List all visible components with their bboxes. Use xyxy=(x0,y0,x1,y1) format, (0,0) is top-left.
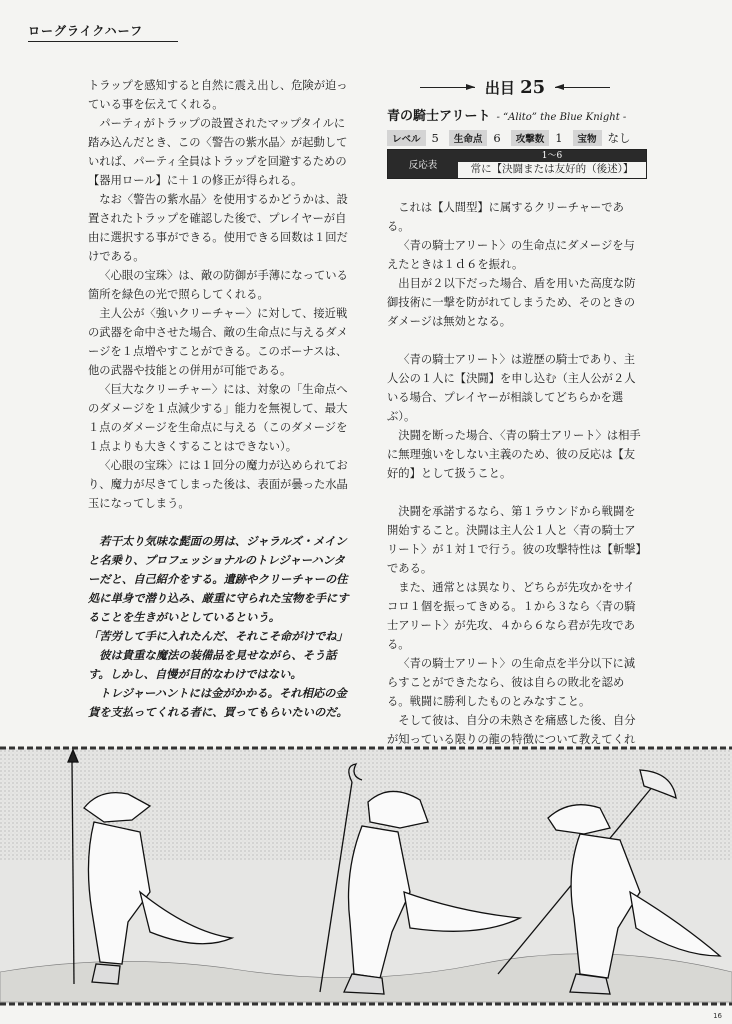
paragraph: 決闘を承諾するなら、第１ラウンドから戦闘を開始すること。決闘は主人公１人と〈青の騎士アリート〉が１対１で行う。彼の攻撃特性は【斬撃】である。 xyxy=(387,505,642,575)
stat-label: 生命点 xyxy=(449,130,488,146)
paragraph: トレジャーハントには金がかかる。それ相応の金貨を支払ってくれる者に、買ってもらいたいのだ。 xyxy=(88,686,348,719)
enemy-name-en: - “Alito” the Blue Knight - xyxy=(496,112,627,123)
stat-value: 6 xyxy=(493,131,501,145)
stat-label: レベル xyxy=(387,130,426,146)
page-number: 16 xyxy=(713,1012,722,1020)
stat-value: 5 xyxy=(431,131,439,145)
encounter-heading xyxy=(420,76,610,98)
enemy-name-jp: 青の騎士アリート xyxy=(387,109,491,124)
paragraph: 彼は貴重な魔法の装備品を見せながら、そう話す。しかし、自慢が目的なわけではない。 xyxy=(88,648,337,681)
rules-text xyxy=(88,76,350,513)
stat-label: 宝物 xyxy=(573,130,602,146)
paragraph: 主人公が〈強いクリーチャー〉に対して、接近戦の武器を命中させた場合、敵の生命点に与えるダメージを１点増やすことができる。このボーナスは、他の武器や技能との併用が可能である。 xyxy=(88,307,348,377)
paragraph: 〈心眼の宝珠〉には１回分の魔力が込められており、魔力が尽きてしまった後は、表面が曇った水晶玉になってしまう。 xyxy=(88,459,348,510)
running-header: ローグライクハーフ xyxy=(28,22,178,42)
encounter-number: 25 xyxy=(520,76,546,98)
paragraph: また、通常とは異なり、どちらが先攻かをサイコロ１個を振ってきめる。１から３なら〈青の騎士アリート〉が先攻、４から６なら君が先攻である。 xyxy=(387,581,636,651)
reaction-result: 常に【決闘または友好的（後述）】 xyxy=(470,163,634,175)
stat-line xyxy=(387,130,641,146)
flavor-text xyxy=(88,532,350,722)
paragraph: 〈巨大なクリーチャー〉には、対象の「生命点へのダメージを１点減少する」能力を無視して、最大１点のダメージを生命点に与える（このダメージを１点よりも大きくすることはできない）。 xyxy=(88,383,348,453)
paragraph: 決闘を断った場合、〈青の騎士アリート〉は相手に無理強いをしない主義のため、彼の反応は【友好的】として扱うこと。 xyxy=(387,429,641,480)
right-column xyxy=(387,198,645,825)
paragraph: 「苦労して手に入れたんだ、それこそ命がけでね」 xyxy=(88,629,348,643)
reaction-table xyxy=(387,149,647,179)
paragraph: 出目が２以下だった場合、盾を用いた高度な防御技術に一撃を防がれてしまうため、そのときのダメージは無効となる。 xyxy=(387,277,636,328)
paragraph: パーティがトラップの設置されたマップタイルに踏み込んだとき、この〈警告の紫水晶〉が起動していれば、パーティ全員はトラップを回避するための【器用ロール】に＋１の修正が得られる。 xyxy=(88,117,348,187)
stat-value: なし xyxy=(607,131,631,145)
paragraph: 若干太り気味な髭面の男は、ジャラルズ・メインと名乗り、プロフェッショナルのトレジャーハンターだと、自己紹介をする。遺跡やクリーチャーの住処に単身で潜り込み、厳重に守られた宝物を手にすることを生きがいとしているという。 xyxy=(88,534,349,624)
enemy-name xyxy=(387,105,626,124)
encounter-label: 出目 xyxy=(484,78,515,97)
stat-label: 攻撃数 xyxy=(511,130,550,146)
reaction-table-label: 反応表 xyxy=(388,150,458,178)
paragraph: トラップを感知すると自然に震え出し、危険が迫っている事を伝えてくれる。 xyxy=(88,79,348,111)
paragraph: 〈青の騎士アリート〉の生命点にダメージを与えたときは１ｄ６を振れ。 xyxy=(387,239,635,271)
stat-value: 1 xyxy=(555,131,563,145)
lizardmen-illustration xyxy=(0,742,732,1012)
paragraph: なお〈警告の紫水晶〉を使用するかどうかは、設置されたトラップを確認した後で、プレイヤーが自由に選択する事ができる。使用できる回数は１回だけである。 xyxy=(88,193,348,263)
paragraph: 〈心眼の宝珠〉は、敵の防御が手薄になっている箇所を緑色の光で照らしてくれる。 xyxy=(88,269,348,301)
paragraph: これは【人間型】に属するクリーチャーである。 xyxy=(387,201,624,233)
paragraph: 〈青の騎士アリート〉は遊歴の騎士であり、主人公の１人に【決闘】を申し込む（主人公が２人いる場合、プレイヤーが相談してどちらかを選ぶ）。 xyxy=(387,353,636,423)
left-column xyxy=(88,76,350,722)
paragraph: そして彼は、自分の未熟さを痛感した後、自分が知っている限りの龍の特徴について教えてくれ xyxy=(387,714,636,746)
paragraph: 〈青の騎士アリート〉の生命点を半分以下に減らすことができたなら、彼は自らの敗北を認める。戦闘に勝利したものとみなすこと。 xyxy=(387,657,636,708)
reaction-range: 1～6 xyxy=(458,150,646,162)
